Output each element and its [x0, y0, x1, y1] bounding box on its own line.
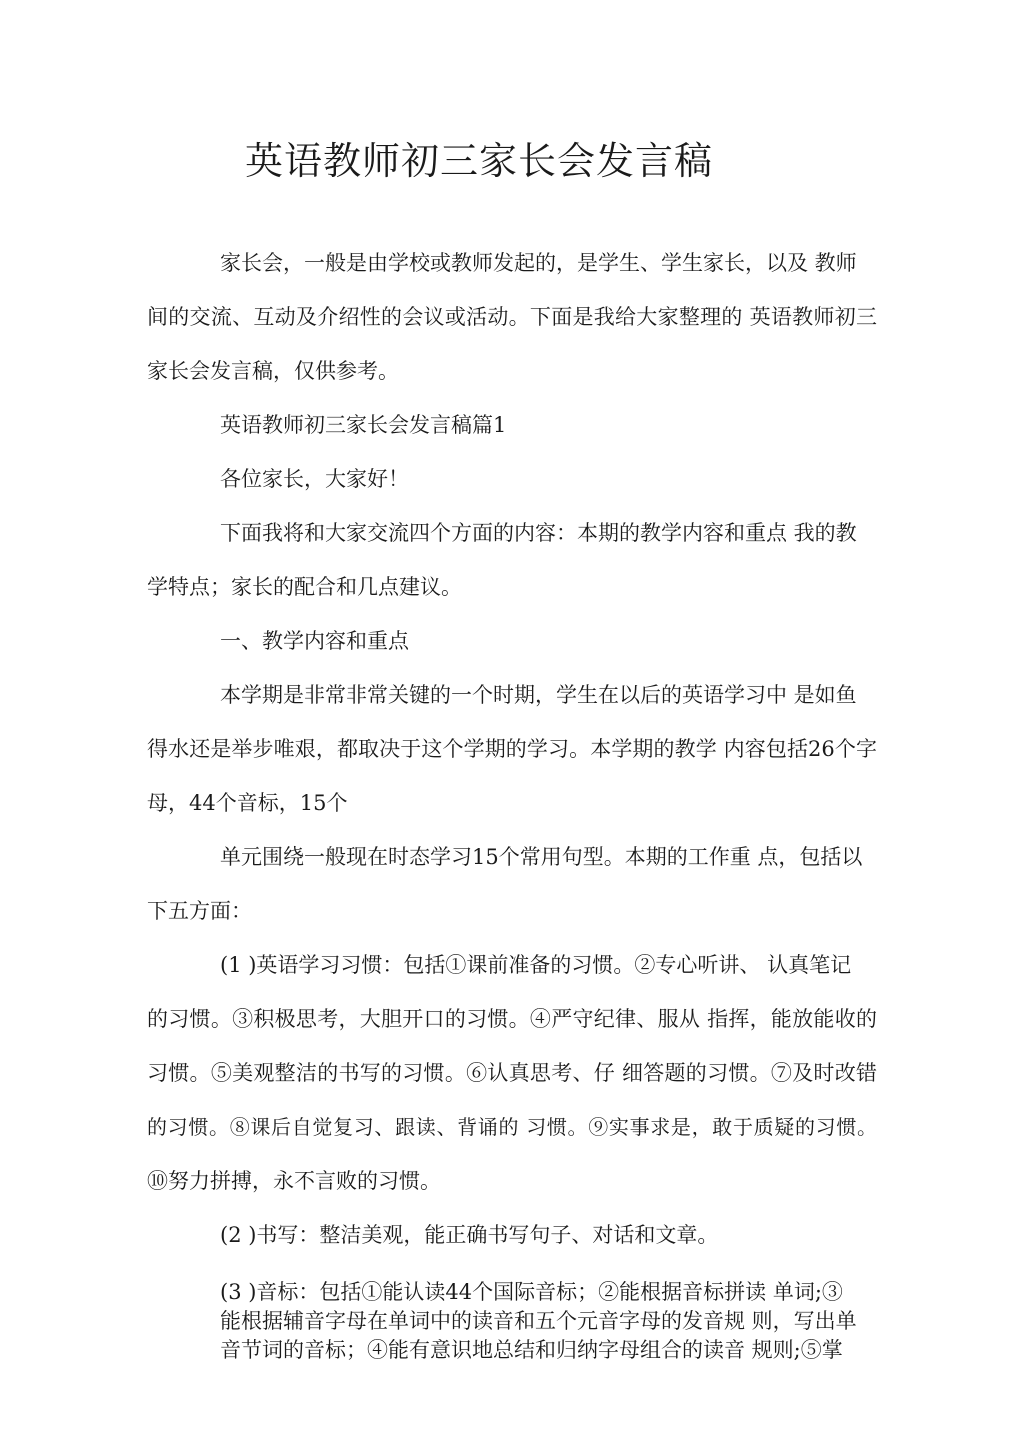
list-item-line: (2 )书写：整洁美观，能正确书写句子、对话和文章。 — [220, 1223, 719, 1247]
list-item-line: 的习惯。⑧课后自觉复习、跟读、背诵的 习惯。⑨实事求是，敢于质疑的习惯。 — [147, 1115, 877, 1139]
paragraph-line: 家长会，一般是由学校或教师发起的，是学生、学生家长，以及 教师 — [220, 251, 857, 275]
paragraph-line: 单元围绕一般现在时态学习15个常用句型。本期的工作重 点，包括以 — [220, 845, 863, 869]
paragraph-line: 下五方面： — [147, 899, 252, 923]
section-heading: 英语教师初三家长会发言稿篇1 — [220, 413, 507, 437]
paragraph-line: 得水还是举步唯艰，都取决于这个学期的学习。本学期的教学 内容包括26个字 — [147, 737, 877, 761]
section-heading: 一、教学内容和重点 — [220, 629, 409, 653]
list-item-line: 音节词的音标；④能有意识地总结和归纳字母组合的读音 规则;⑤掌 — [220, 1338, 843, 1362]
list-item-line: ⑩努力拼搏，永不言败的习惯。 — [147, 1169, 441, 1193]
list-item-line: (1 )英语学习习惯：包括①课前准备的习惯。②专心听讲、 认真笔记 — [220, 953, 852, 977]
list-item-line: 能根据辅音字母在单词中的读音和五个元音字母的发音规 则，写出单 — [220, 1309, 857, 1333]
document-title: 英语教师初三家长会发言稿 — [245, 139, 714, 183]
paragraph-line: 间的交流、互动及介绍性的会议或活动。下面是我给大家整理的 英语教师初三 — [147, 305, 877, 329]
list-item-line: 的习惯。③积极思考，大胆开口的习惯。④严守纪律、服从 指挥，能放能收的 — [147, 1007, 877, 1031]
paragraph-line: 母，44个音标，15个 — [147, 791, 348, 815]
greeting-line: 各位家长，大家好！ — [220, 467, 409, 491]
paragraph-line: 学特点；家长的配合和几点建议。 — [147, 575, 462, 599]
paragraph-line: 本学期是非常非常关键的一个时期，学生在以后的英语学习中 是如鱼 — [220, 683, 857, 707]
paragraph-line: 家长会发言稿，仅供参考。 — [147, 359, 399, 383]
list-item-line: (3 )音标：包括①能认读44个国际音标；②能根据音标拼读 单词;③ — [220, 1280, 843, 1304]
list-item-line: 习惯。⑤美观整洁的书写的习惯。⑥认真思考、仔 细答题的习惯。⑦及时改错 — [147, 1061, 877, 1085]
paragraph-line: 下面我将和大家交流四个方面的内容：本期的教学内容和重点 我的教 — [220, 521, 857, 545]
